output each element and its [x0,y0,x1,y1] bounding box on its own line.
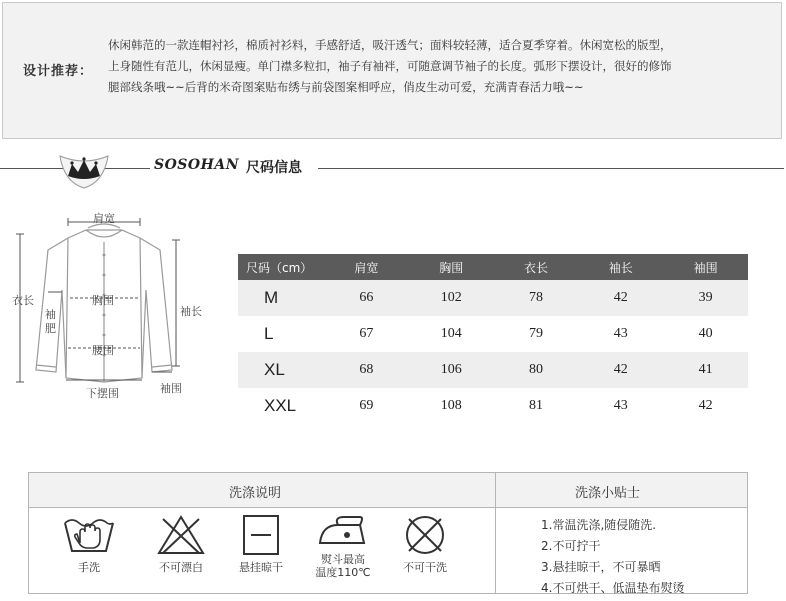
design-recommendation-box [2,2,782,139]
washing-tips-title: 洗涤小贴士 [575,486,641,501]
care-divider [495,473,496,593]
table-cell: 78 [494,280,579,316]
hang-dry-icon [234,513,288,557]
table-cell: 104 [440,326,462,341]
care-item-iron [305,513,381,589]
table-cell: 80 [494,352,579,388]
column-header: 袖围 [663,254,748,280]
column-header: 袖长 [578,254,663,280]
section-title: 尺码信息 [246,160,302,176]
brand-name: SOSOHAN [154,157,239,173]
care-label-line2: 温度110℃ [315,566,371,579]
column-header: 胸围 [409,254,494,280]
size-cell: XXL [264,396,297,415]
iron-icon [314,513,372,551]
table-cell: 106 [409,352,494,388]
cuff-label: 袖围 [160,382,182,395]
design-line: 上身随性有范儿，休闲显瘦。单门襟多粒扣，袖子有袖袢，可随意调节袖子的长度。弧形下摆设计，很好的修饰 [108,59,672,73]
no-bleach-icon [154,513,208,557]
size-table [238,254,748,424]
hand-wash-icon [62,513,116,557]
table-row [238,316,748,352]
table-cell: 39 [663,280,748,316]
waist-label: 腰围 [92,344,114,357]
length-label: 衣长 [12,294,34,307]
header-divider-right [318,168,784,169]
table-cell: 69 [359,398,374,413]
table-row [238,280,748,316]
care-label: 不可干洗 [403,561,447,574]
column-header: 尺码（cm） [238,254,324,280]
column-header: 肩宽 [324,254,409,280]
table-cell: 41 [663,352,748,388]
column-header: 衣长 [494,254,579,280]
washing-instructions-title: 洗涤说明 [229,486,282,501]
table-cell: 40 [698,326,713,341]
table-cell: 81 [528,398,543,413]
size-cell: M [238,280,324,316]
tip-item: 2.不可拧干 [541,539,601,553]
design-line: 休闲韩范的一款连帽衬衫，棉质衬衫料，手感舒适，吸汗透气；面料较轻薄，适合夏季穿着。休闲宽松的版型， [108,38,672,52]
design-line: 腿部线条哦~~后背的米奇图案贴布绣与前袋图案相呼应，俏皮生动可爱，充满青春活力哦~~ [108,80,584,94]
table-cell: 68 [324,352,409,388]
table-cell: 42 [698,398,713,413]
design-label: 设计推荐： [23,64,94,79]
table-cell: 67 [359,326,374,341]
table-row [238,352,748,388]
care-item-no-dry-clean [387,513,463,589]
care-instructions-panel [28,472,748,594]
sleeve-width-label: 袖肥 [45,308,56,335]
care-item-hang-dry [223,513,299,589]
care-label: 手洗 [78,561,100,574]
tip-item: 1.常温洗涤,随侵随洗. [541,518,657,532]
care-label: 熨斗最高 [321,553,365,566]
tip-item: 4.不可烘干、低温垫布熨烫 [541,581,685,595]
table-cell: 43 [613,398,628,413]
tip-item: 3.悬挂晾干，不可暴晒 [541,560,661,574]
table-cell: 42 [578,352,663,388]
washing-tips-list [541,515,684,599]
table-cell: 102 [409,280,494,316]
care-item-no-bleach [143,513,219,589]
table-cell: 108 [440,398,462,413]
shoulder-label: 肩宽 [93,212,115,225]
crown-icon [56,152,112,192]
design-description [108,35,773,98]
size-cell: XL [238,352,324,388]
table-row [238,388,748,424]
table-cell: 43 [613,326,628,341]
care-label: 不可漂白 [159,561,203,574]
chest-label: 胸围 [92,294,114,307]
hem-label: 下摆围 [86,387,119,400]
no-dry-clean-icon [398,513,452,557]
care-label: 悬挂晾干 [239,561,283,574]
size-table-header-row [238,254,748,280]
care-item-hand-wash [51,513,127,589]
size-cell: L [264,324,274,343]
sleeve-length-label: 袖长 [180,305,202,318]
table-cell: 66 [324,280,409,316]
table-cell: 79 [528,326,543,341]
table-cell: 42 [578,280,663,316]
